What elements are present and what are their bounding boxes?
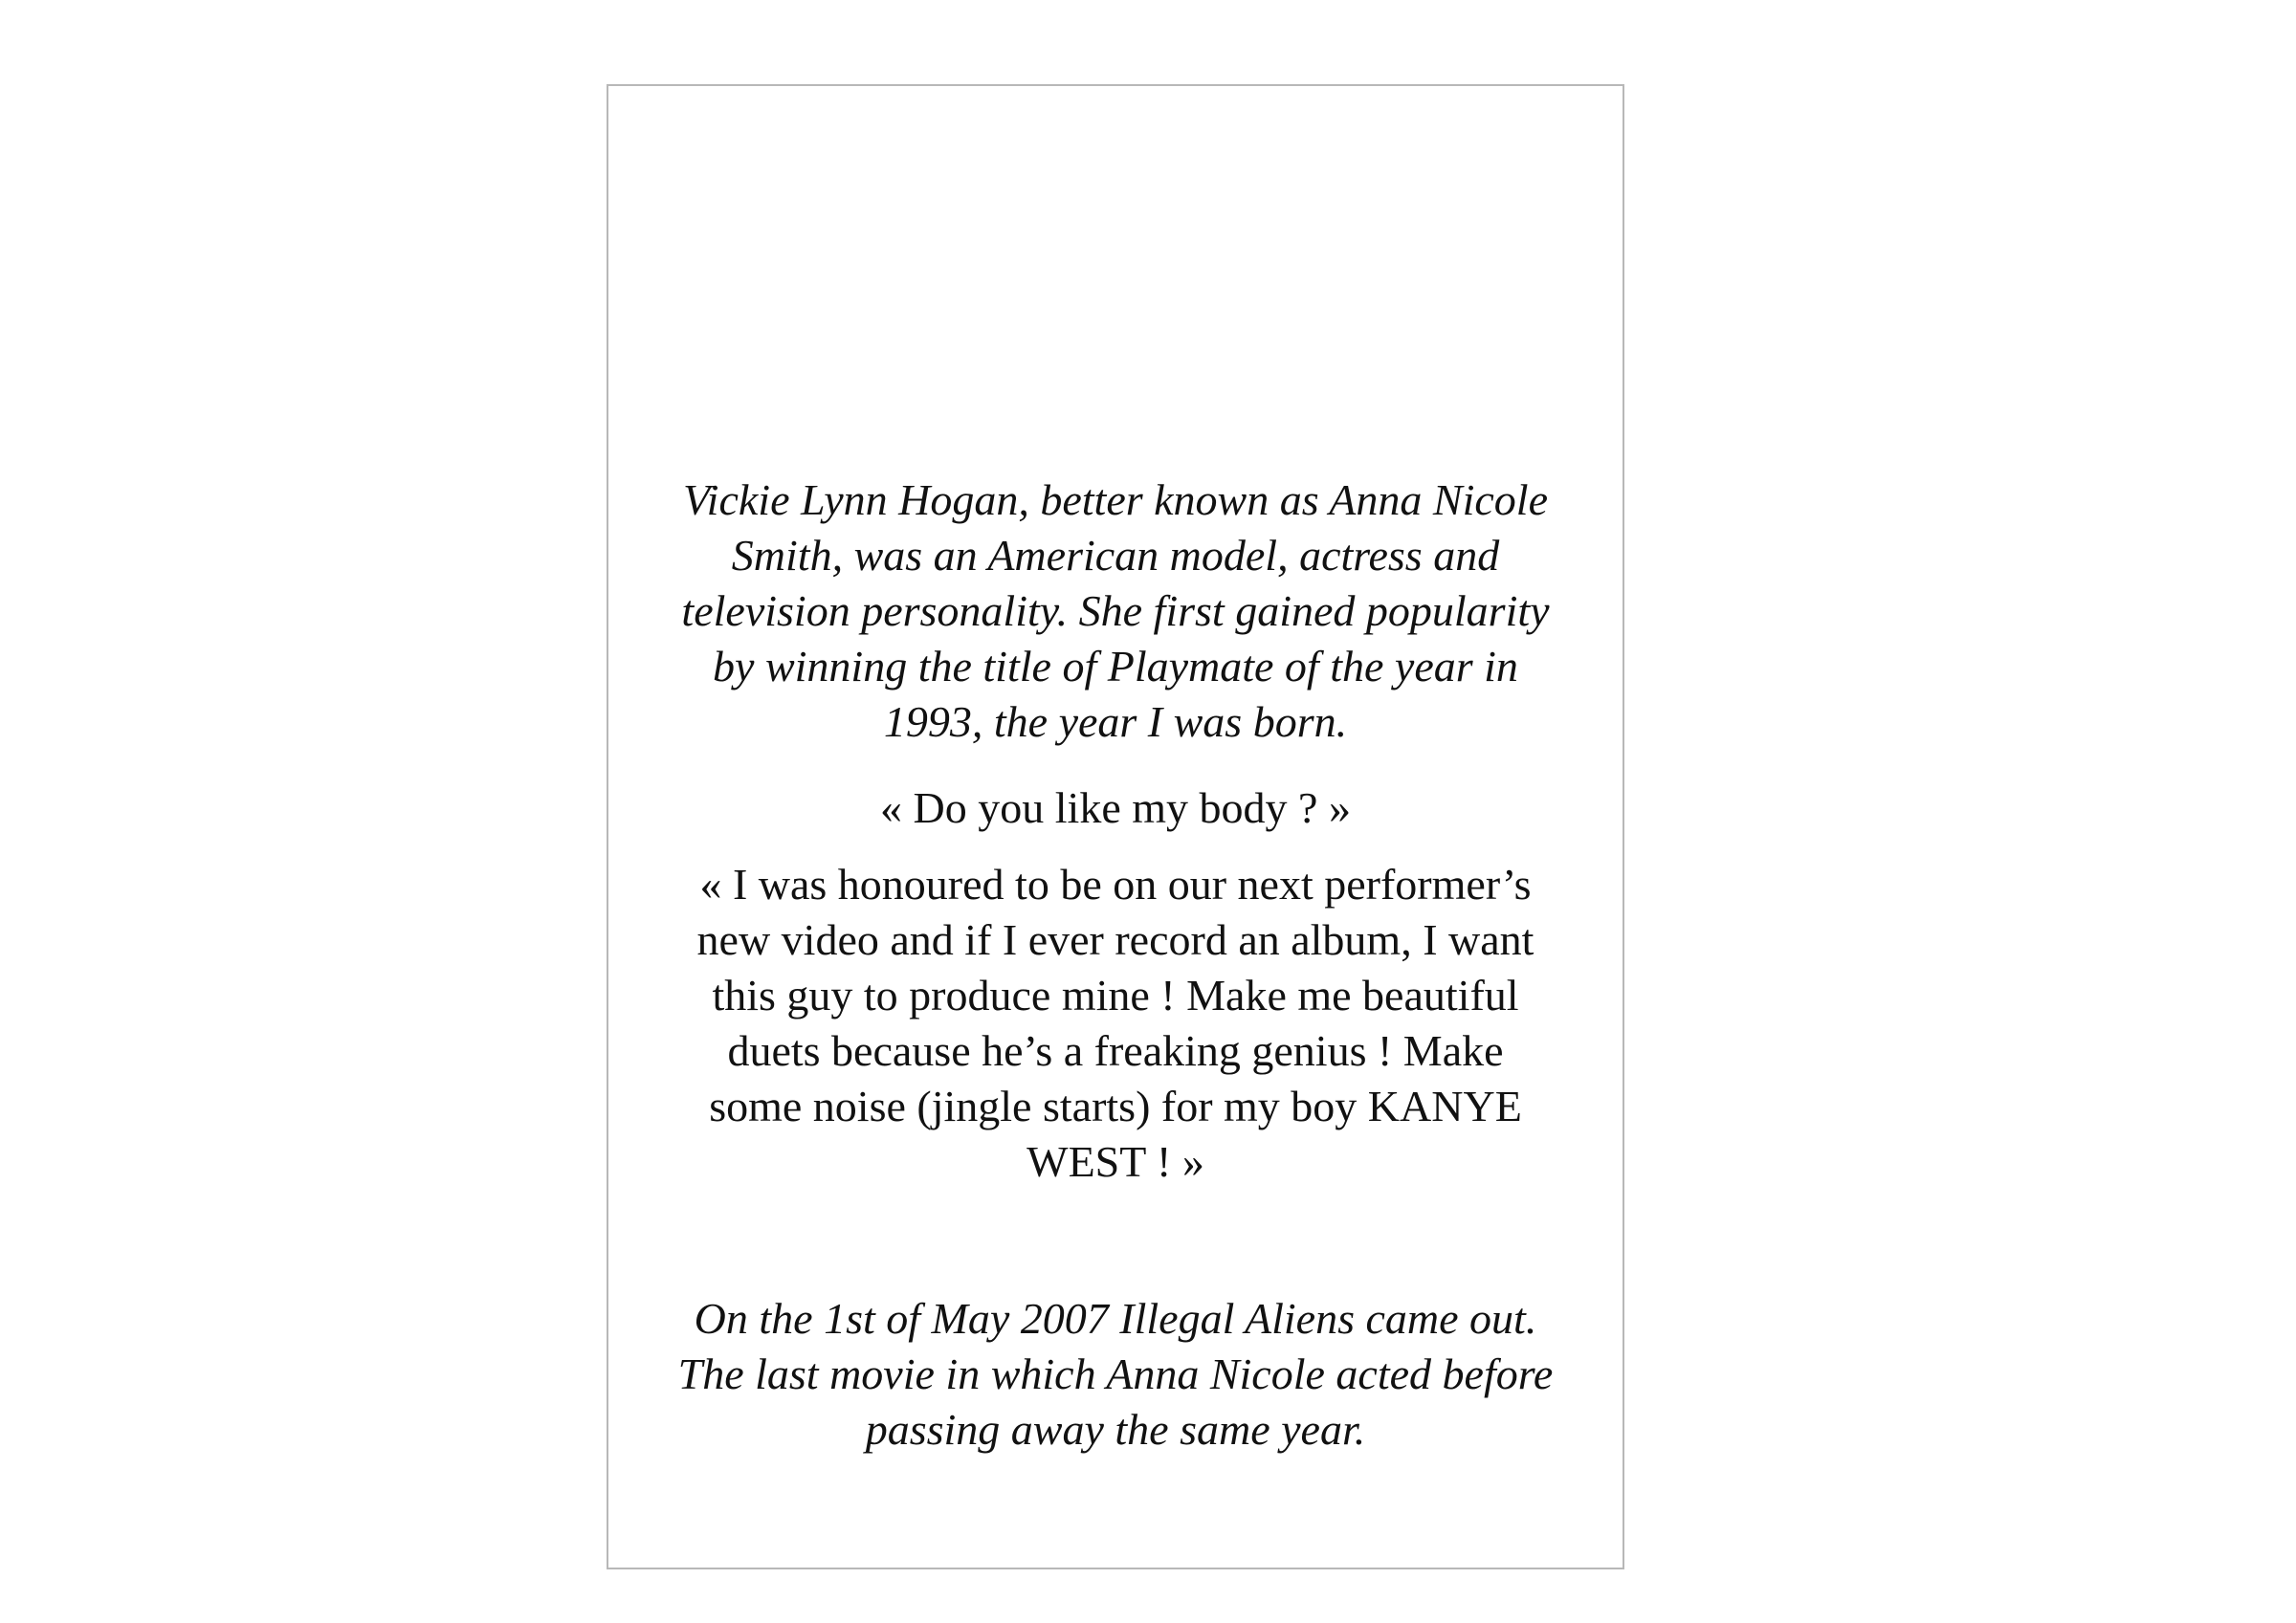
speech-quote: « I was honoured to be on our next performer’s new video and if I ever record an album, I want this guy to produce mine ! Make me beautiful duets because he’s a freaking genius ! Make some noise (jingle starts) for my boy KANYE WEST ! » (696, 860, 1534, 1186)
intro-paragraph: Vickie Lynn Hogan, better known as Anna Nicole Smith, was an American model, actress and television personality. She first gained popularity by winning the title of Playmate of the year in 1993, the year I was born. (681, 475, 1550, 746)
document-page (607, 84, 1624, 1569)
question-quote: « Do you like my body ? » (880, 783, 1351, 832)
closing-paragraph: On the 1st of May 2007 Illegal Aliens came out. The last movie in which Anna Nicole acted before passing away the same year. (677, 1294, 1554, 1454)
